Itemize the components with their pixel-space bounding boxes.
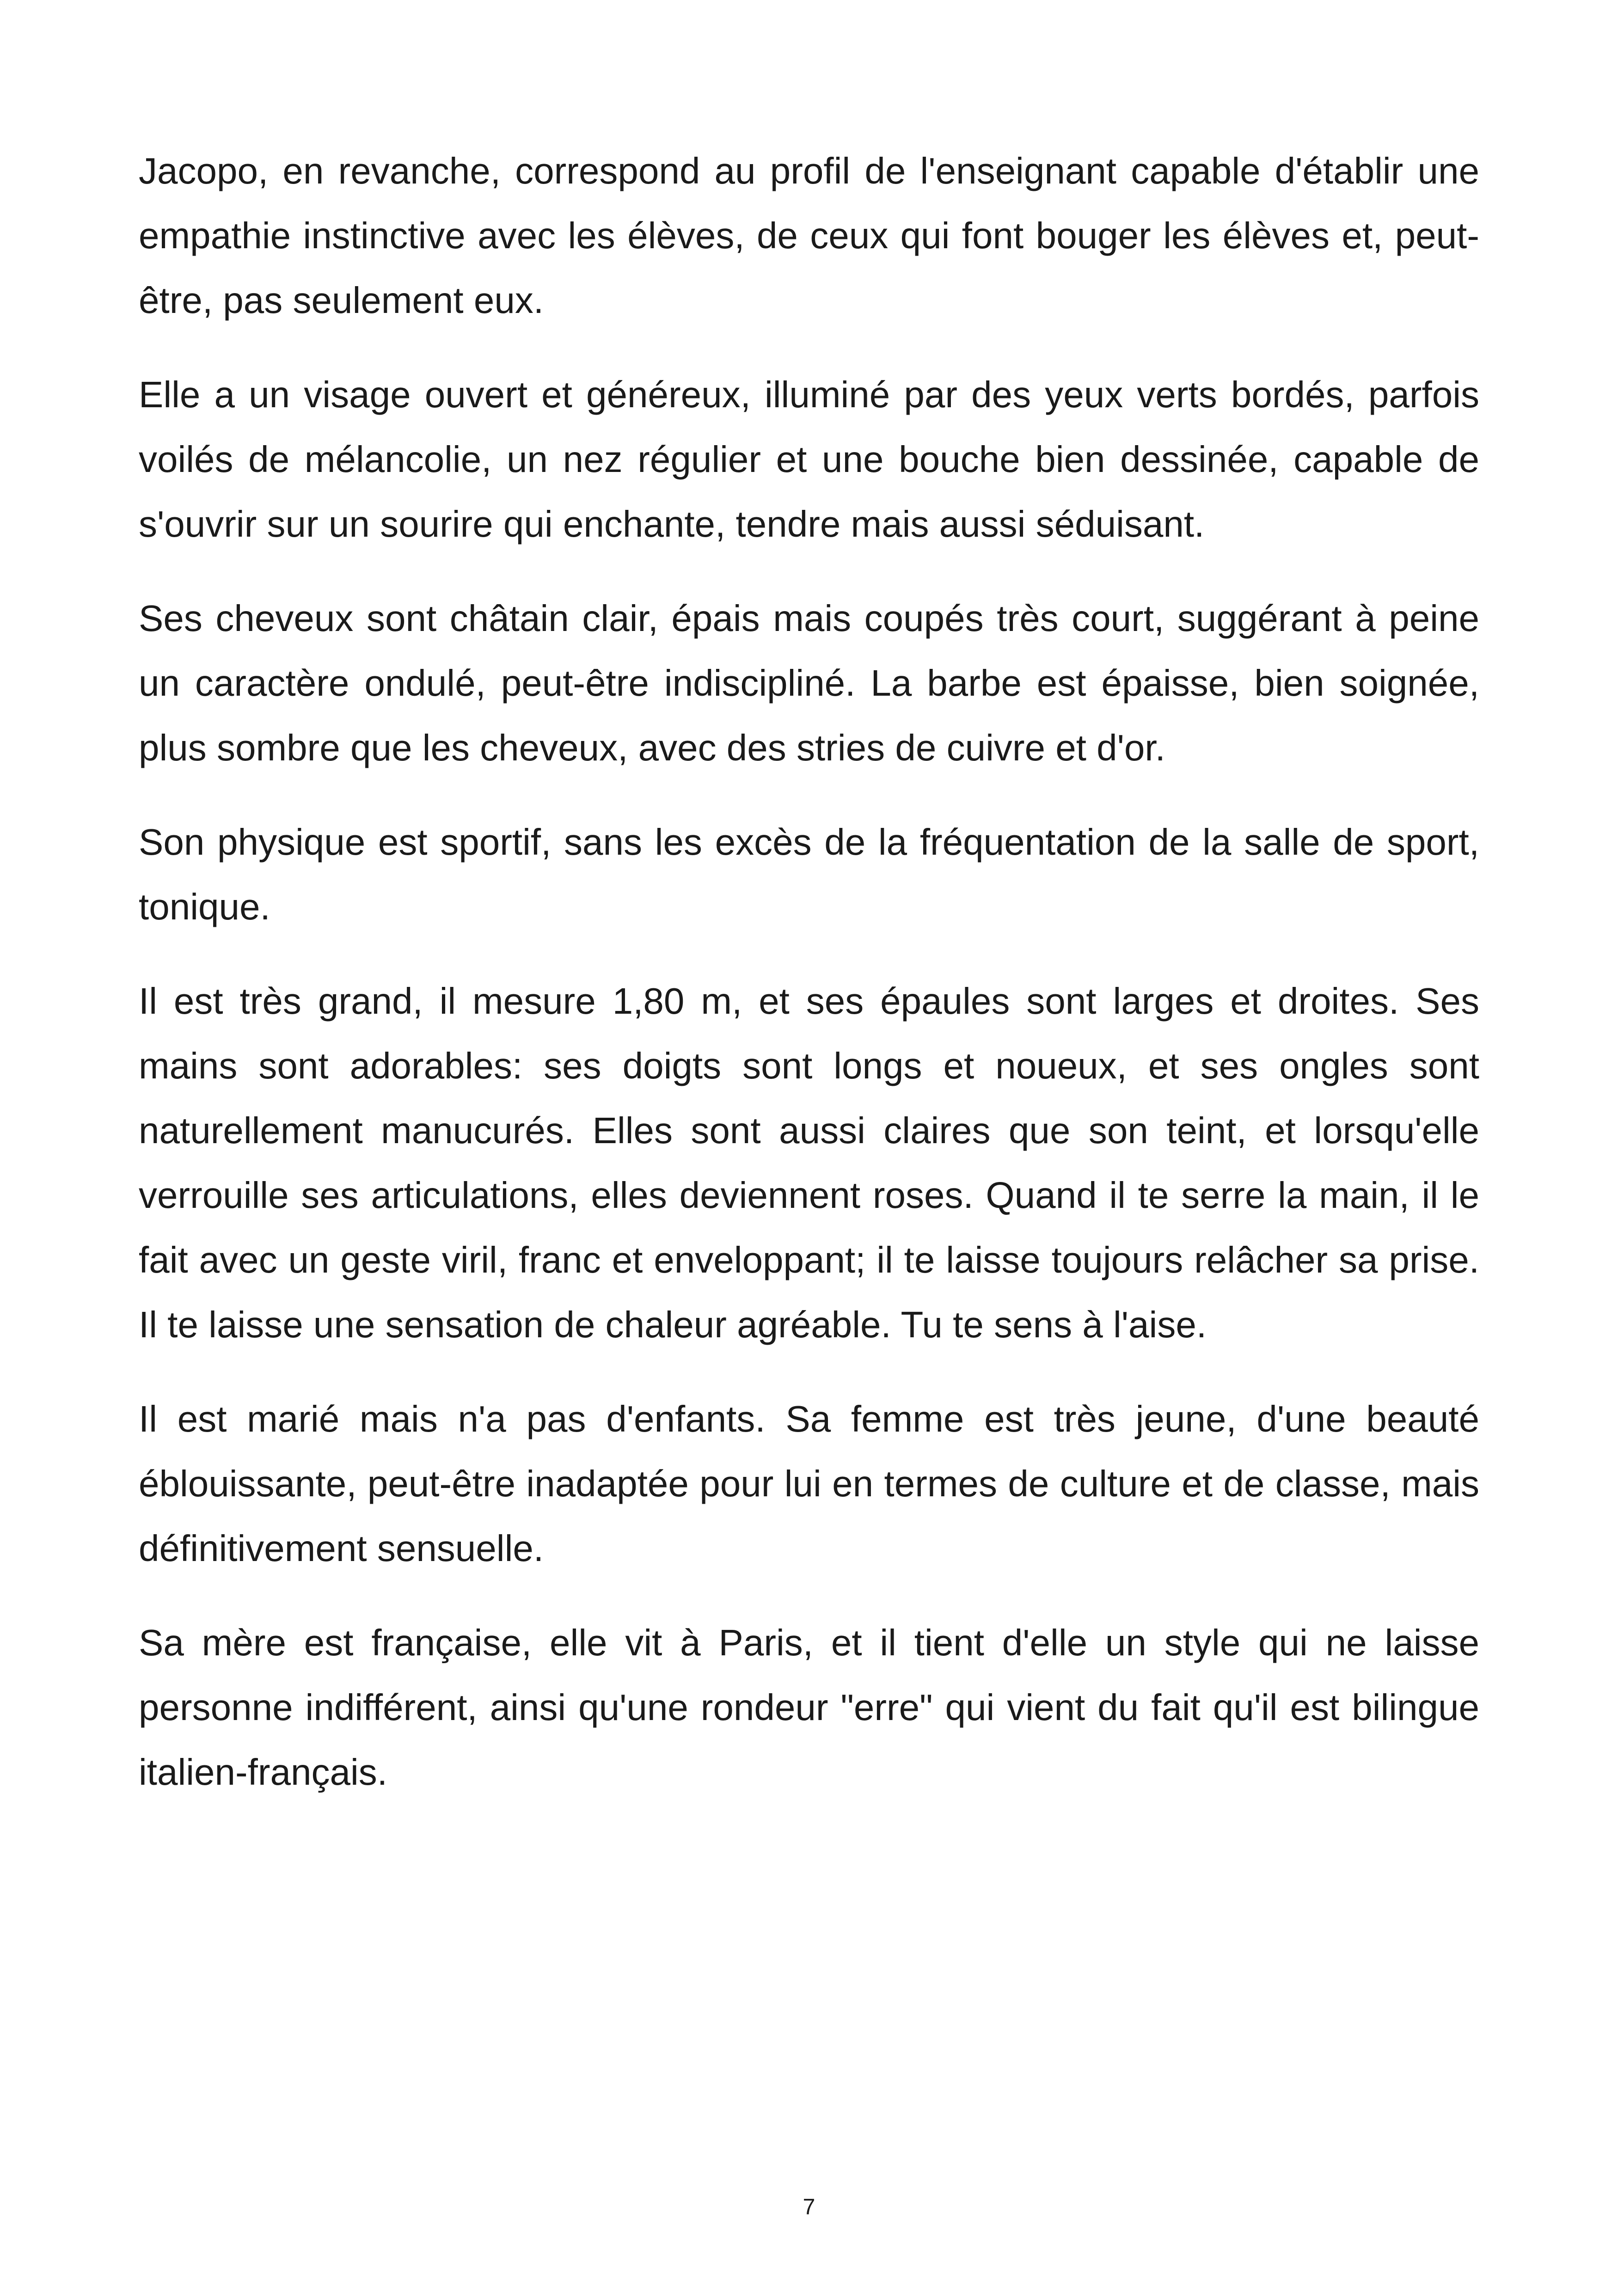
paragraph-2: Elle a un visage ouvert et généreux, illuminé par des yeux verts bordés, parfois voilés de mélancolie, un nez régulier et une bouche bien dessinée, capable de s'ouvrir sur un sourire qui enchante, tendre mais aussi séduisant. <box>139 374 1479 545</box>
paragraph-1: Jacopo, en revanche, correspond au profil de l'enseignant capable d'établir une empathie instinctive avec les élèves, de ceux qui font bouger les élèves et, peut-être, pas seulement eux. <box>139 150 1479 321</box>
paragraph-3: Ses cheveux sont châtain clair, épais mais coupés très court, suggérant à peine un caractère ondulé, peut-être indiscipliné. La barbe est épaisse, bien soignée, plus sombre que les cheveux, avec des stries de cuivre et d'or. <box>139 598 1479 768</box>
page-number: 7 <box>803 2195 815 2219</box>
paragraph-6: Il est marié mais n'a pas d'enfants. Sa femme est très jeune, d'une beauté éblouissante, peut-être inadaptée pour lui en termes de culture et de classe, mais définitivement sensuelle. <box>139 1398 1479 1569</box>
paragraph-5: Il est très grand, il mesure 1,80 m, et ses épaules sont larges et droites. Ses mains sont adorables: ses doigts sont longs et noueux, et ses ongles sont naturellement manucurés. Elles sont aussi claires que son teint, et lorsqu'elle verrouille ses articulations, elles deviennent roses. Quand il te serre la main, il le fait avec un geste viril, franc et enveloppant; il te laisse toujours relâcher sa prise. Il te laisse une sensation de chaleur agréable. Tu te sens à l'aise. <box>139 980 1479 1345</box>
paragraph-4: Son physique est sportif, sans les excès de la fréquentation de la salle de sport, tonique. <box>139 821 1479 927</box>
paragraph-7: Sa mère est française, elle vit à Paris, et il tient d'elle un style qui ne laisse personne indifférent, ainsi qu'une rondeur "erre" qui vient du fait qu'il est bilingue italien-français. <box>139 1622 1479 1793</box>
text-body <box>139 139 1479 1834</box>
